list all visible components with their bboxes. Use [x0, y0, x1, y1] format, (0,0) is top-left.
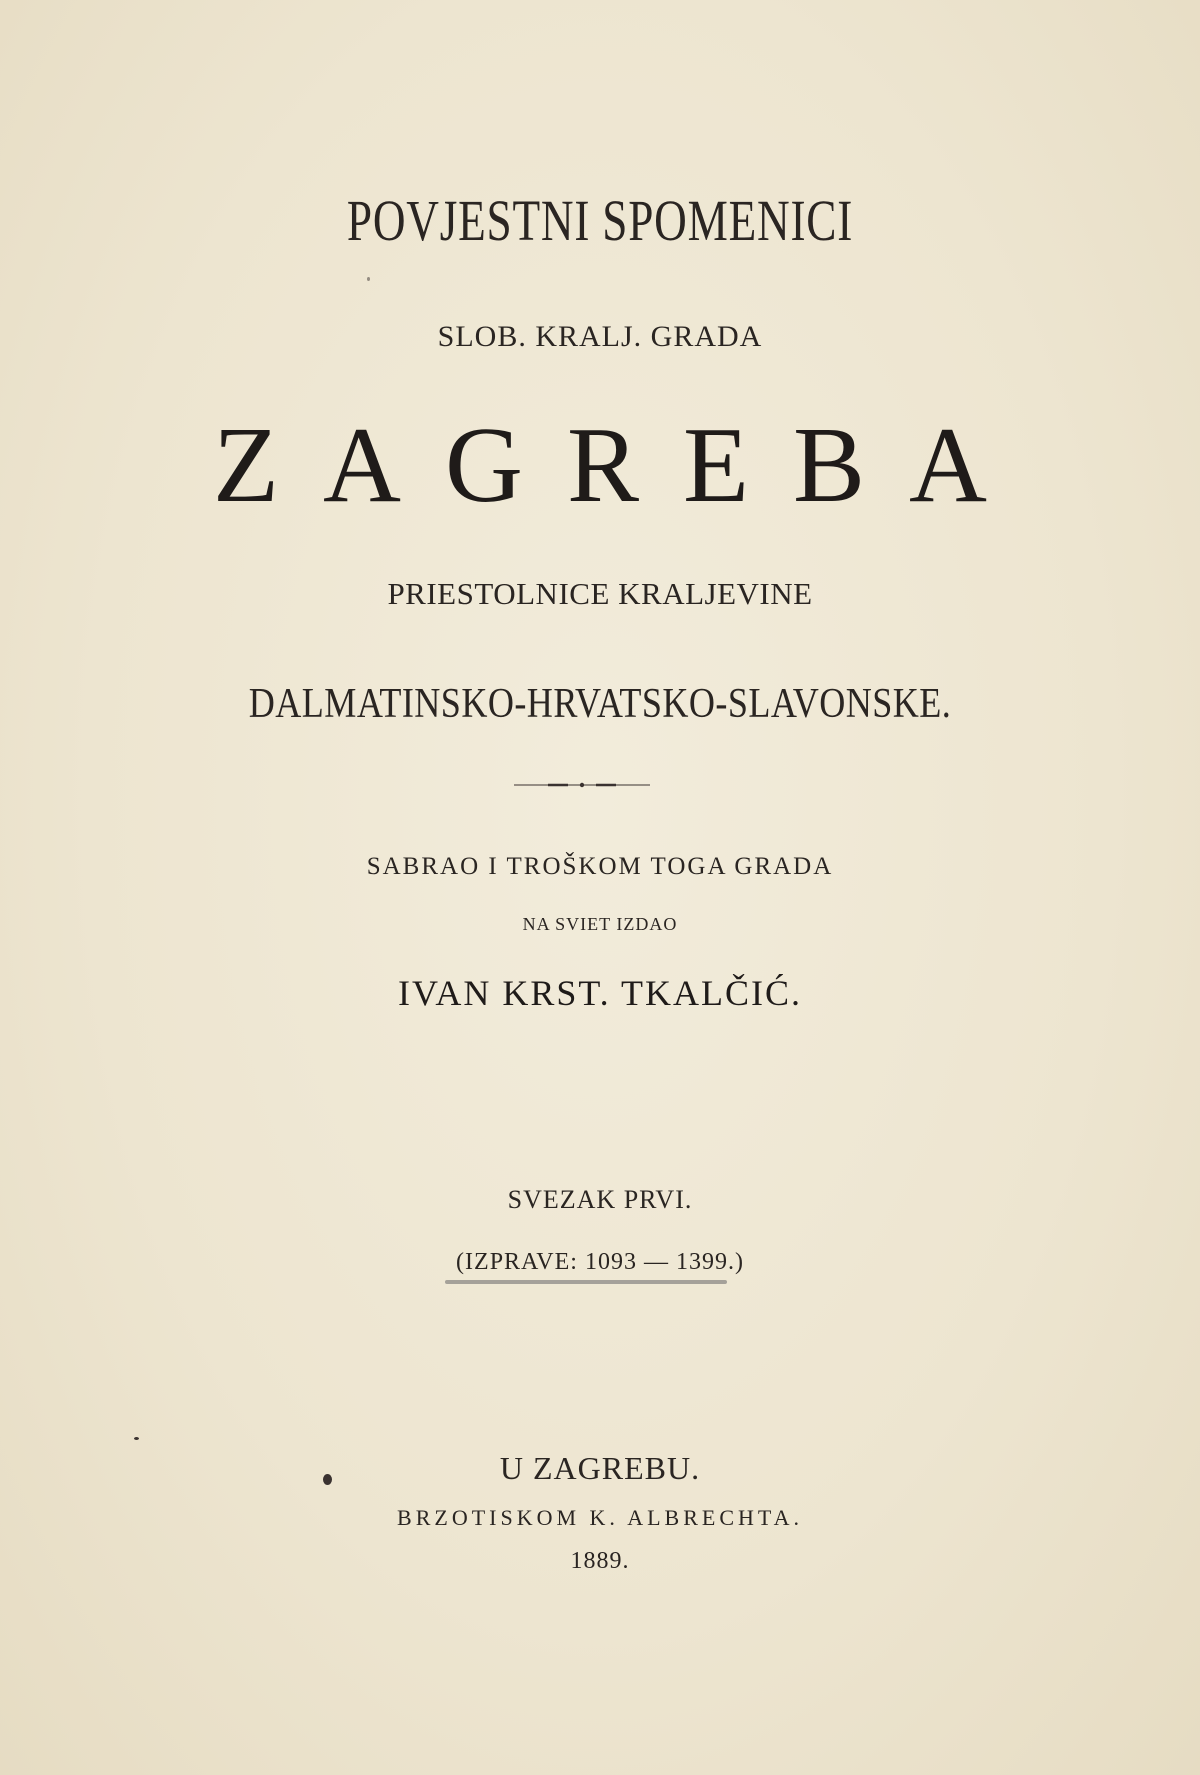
series-title: POVJESTNI SPOMENICI: [346, 188, 854, 253]
city-name-heading: ZAGREBA: [213, 406, 1031, 525]
author-name: IVAN KRST. TKALČIĆ.: [397, 973, 803, 1013]
subtitle-kingdom: DALMATINSKO-HRVATSKO-SLAVONSKE.: [248, 681, 952, 727]
imprint-printer: BRZOTISKOM K. ALBRECHTA.: [397, 1505, 803, 1530]
ink-speck: [134, 1437, 139, 1440]
ink-speck: [367, 277, 370, 281]
imprint-place: U ZAGREBU.: [499, 1450, 701, 1486]
compiler-credit: SABRAO I TROŠKOM TOGA GRADA: [366, 853, 834, 880]
subtitle-capital: PRIESTOLNICE KRALJEVINE: [387, 576, 813, 611]
ink-spot: [323, 1474, 332, 1485]
subtitle-line: SLOB. KRALJ. GRADA: [437, 320, 763, 353]
publisher-credit: NA SVIET IZDAO: [522, 914, 678, 934]
volume-label: SVEZAK PRVI.: [507, 1185, 693, 1214]
pencil-underline: [445, 1280, 727, 1284]
ornamental-divider: [514, 781, 650, 789]
imprint-year: 1889.: [570, 1548, 630, 1574]
volume-range: (IZPRAVE: 1093 — 1399.): [456, 1249, 744, 1275]
